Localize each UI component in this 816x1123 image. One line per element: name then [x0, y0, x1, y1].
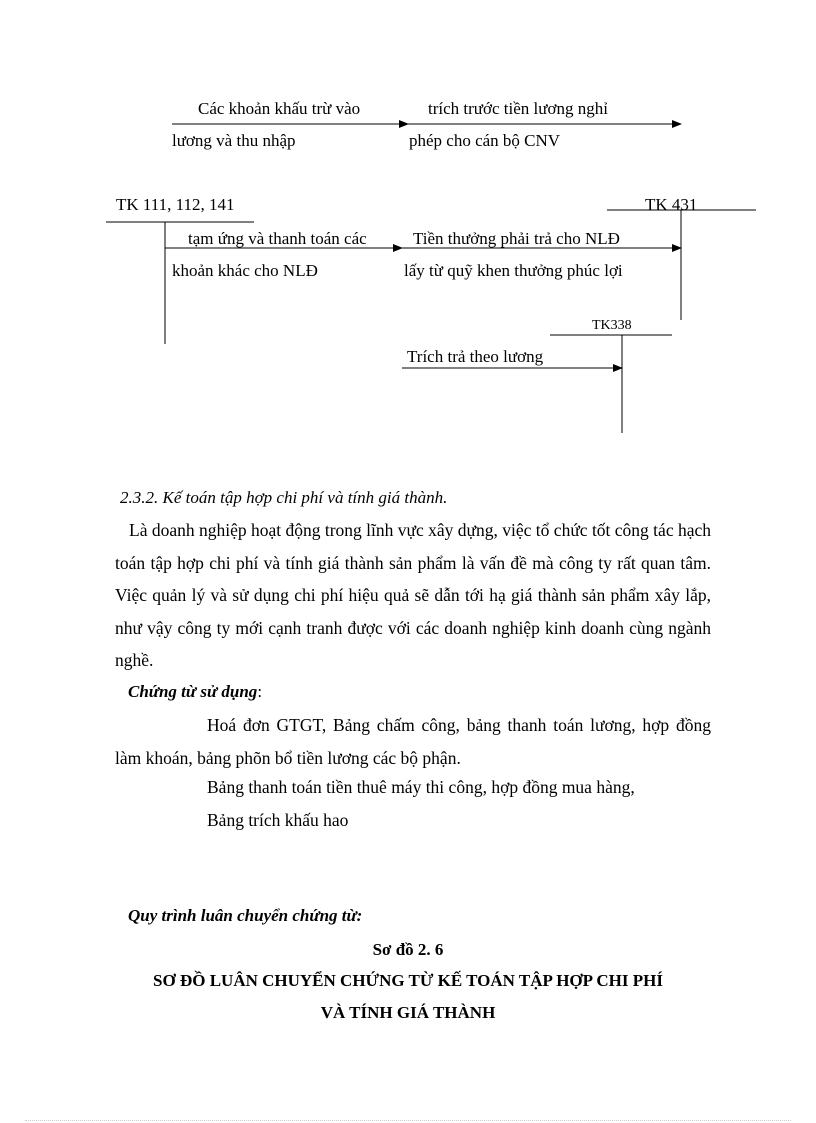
- account-tk111: TK 111, 112, 141: [116, 195, 235, 214]
- documents-line3: Bảng trích khấu hao: [207, 810, 349, 830]
- figure-title-line2: VÀ TÍNH GIÁ THÀNH: [320, 1003, 496, 1022]
- documents-line1: Hoá đơn GTGT, Bảng chấm công, bảng thanh toán lương, hợp đồng làm khoán, bảng phõn bổ tiền lương các bộ phận.: [115, 715, 711, 768]
- section-heading: 2.3.2. Kế toán tập hợp chi phí và tính giá thành.: [120, 488, 448, 507]
- documents-heading-colon: :: [257, 682, 263, 701]
- account-diagram: [0, 0, 816, 470]
- label-deductions-line2: lương và thu nhập: [172, 131, 296, 150]
- intro-paragraph: Là doanh nghiệp hoạt động trong lĩnh vực xây dựng, việc tổ chức tốt công tác hạch toán tập hợp chi phí và tính giá thành sản phẩm là vấn đề mà công ty rất quan tâm. Việc quản lý và sử dụng chi phí hiệu quả sẽ dẫn tới hạ giá thành sản phẩm xây lắp, như vậy công ty mới cạnh tranh được với các doanh nghiệp kinh doanh cùng ngành nghề.: [115, 520, 711, 670]
- label-bonus-line1: Tiền thưởng phải trả cho NLĐ: [413, 229, 620, 248]
- process-heading: Quy trình luân chuyển chứng từ:: [128, 906, 363, 925]
- account-tk338: TK338: [592, 318, 632, 333]
- label-accrual-line1: trích trước tiền lương nghỉ: [428, 99, 608, 118]
- page-bottom-divider: [25, 1120, 791, 1121]
- figure-title-line1: SƠ ĐỒ LUÂN CHUYỂN CHỨNG TỪ KẾ TOÁN TẬP HỢP CHI PHÍ: [153, 971, 663, 990]
- documents-heading: [128, 682, 262, 702]
- documents-line2: Bảng thanh toán tiền thuê máy thi công, hợp đồng mua hàng,: [207, 777, 635, 797]
- label-bonus-line2: lấy từ quỹ khen thưởng phúc lợi: [404, 261, 623, 280]
- label-deduct-salary: Trích trả theo lương: [407, 347, 544, 366]
- figure-number: Sơ đồ 2. 6: [372, 940, 444, 959]
- label-accrual-line2: phép cho cán bộ CNV: [409, 131, 561, 150]
- label-advance-line2: khoản khác cho NLĐ: [172, 261, 318, 280]
- documents-heading-text: Chứng từ sử dụng: [128, 682, 258, 701]
- label-deductions-line1: Các khoản khấu trừ vào: [198, 99, 361, 118]
- label-advance-line1: tạm ứng và thanh toán các: [188, 229, 367, 248]
- account-tk431: TK 431: [645, 195, 698, 214]
